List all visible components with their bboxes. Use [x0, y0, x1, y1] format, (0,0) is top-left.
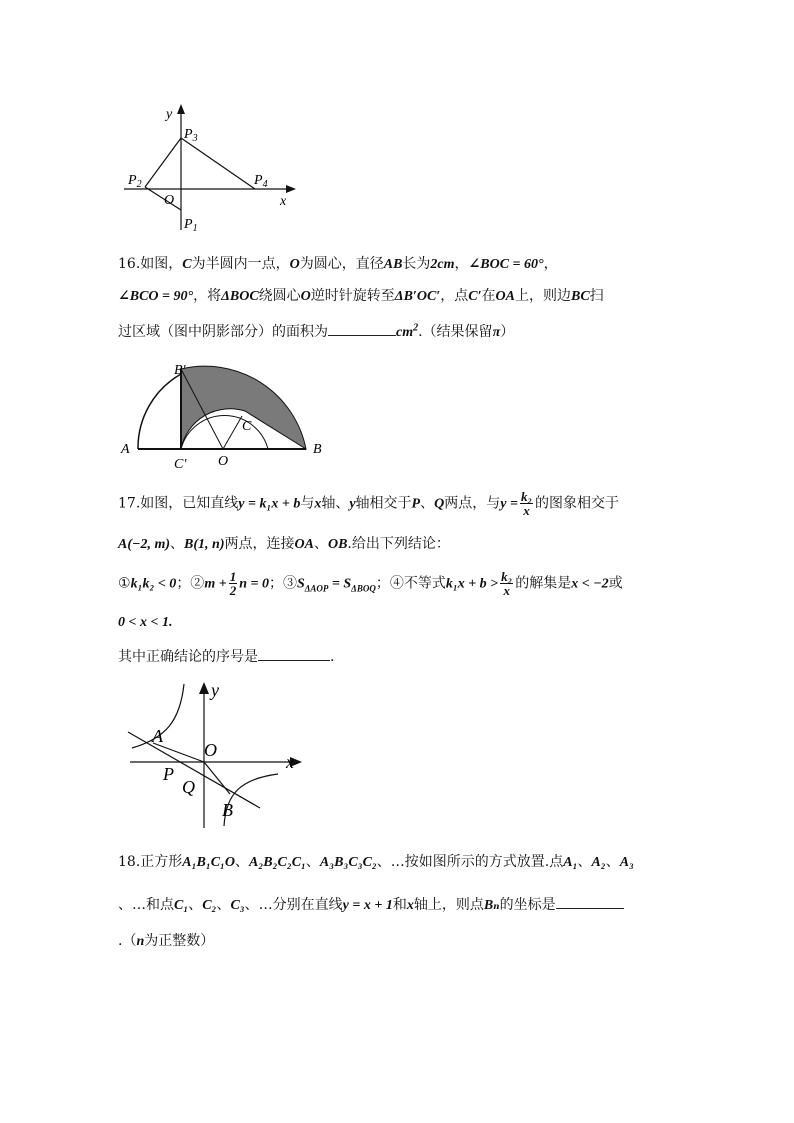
fig17-y-label: y [211, 680, 219, 700]
q17-line-1: 17.如图，已知直线y = k₁x + b与x轴、y轴相交于P、Q两点，与y = $\frac{\text{k₂}}{x}$ 的图象相交于 [118, 489, 619, 518]
figure-p-points [118, 98, 308, 238]
fig1-x-label: x [280, 194, 287, 209]
y-axis-arrow-icon [177, 104, 185, 114]
q16-line-3: 过区域（图中阴影部分）的面积为 $cm^2$.（结果保留π） [118, 322, 515, 340]
fig17-label-p: P [163, 764, 174, 784]
frac-k2-x-2: $\frac{\text{k₂}}{x}$ [501, 569, 513, 598]
label-b: B [313, 442, 322, 457]
q17-line-5: 其中正确结论的序号是 . [118, 649, 335, 665]
q17-line-4: 0 < x < 1. [118, 615, 173, 630]
x-axis-arrow-icon [286, 185, 296, 193]
label-p2: $P_2$ [128, 173, 142, 190]
fig17-label-q: Q [182, 777, 195, 797]
outer-semicircle [138, 374, 181, 449]
q16-line-2: ∠BCO = 90°，将ΔBOC绕圆心O逆时针旋转至ΔB′OC′，点C′在OA上，则边BC扫 [118, 288, 604, 304]
label-p4: $P_4$ [254, 173, 268, 190]
figure-hyperbola [118, 676, 318, 832]
fig17-label-a: A [152, 726, 163, 746]
q18-line-2: 、…和点C₁、C₂、C₃、…分别在直线y = x + 1和x轴上，则点Bₙ的坐标是 [118, 894, 624, 914]
label-c: C [242, 419, 252, 434]
q16-answer-blank[interactable] [328, 334, 396, 336]
frac-half: $\frac{1}{2}$ [229, 569, 237, 598]
q17-answer-blank[interactable] [258, 659, 330, 661]
fig17-x-label: x [286, 752, 294, 772]
figure-semicircle [118, 356, 338, 474]
fig17-label-b: B [222, 800, 233, 820]
q18-line-3: .（n为正整数） [118, 933, 215, 949]
q16-line-1: 16.如图，C为半圆内一点，O为圆心，直径AB长为2cm，∠BOC = 60°， [118, 256, 558, 272]
q18-answer-blank[interactable] [556, 907, 624, 909]
label-c-prime: C′ [174, 457, 187, 472]
shaded-region [181, 366, 306, 449]
label-a: A [121, 442, 130, 457]
fig1-y-label: y [166, 107, 173, 122]
label-p3: $P_3$ [184, 127, 198, 144]
y-axis-arrow-icon [199, 682, 209, 694]
fig1-origin-label: O [164, 193, 175, 208]
q17-line-2: A(−2, m)、B(1, n)两点，连接OA、OB.给出下列结论： [118, 536, 450, 552]
label-p1: $P_1$ [184, 217, 198, 234]
fig17-label-o: O [204, 740, 217, 760]
frac-k2-x: $\frac{\text{k₂}}{x}$ [520, 489, 532, 518]
label-b-prime: B′ [174, 363, 186, 378]
q17-line-3: ①k₁k₂ < 0；②m + $\frac{1}{2}$ n = 0；$③S_{\Delta AOP} = S_{\Delta BOQ}$；④不等式k₁x + b > $\frac{\text{k₂}}{x}$ 的解集是x < −2或 [118, 569, 623, 598]
label-o: O [218, 454, 229, 469]
q18-line-1: 18.正方形A₁B₁C₁O、A₂B₂C₂C₁、A₃B₃C₃C₂、…按如图所示的方式放置.点A₁、A₂、A₃ [118, 854, 634, 870]
